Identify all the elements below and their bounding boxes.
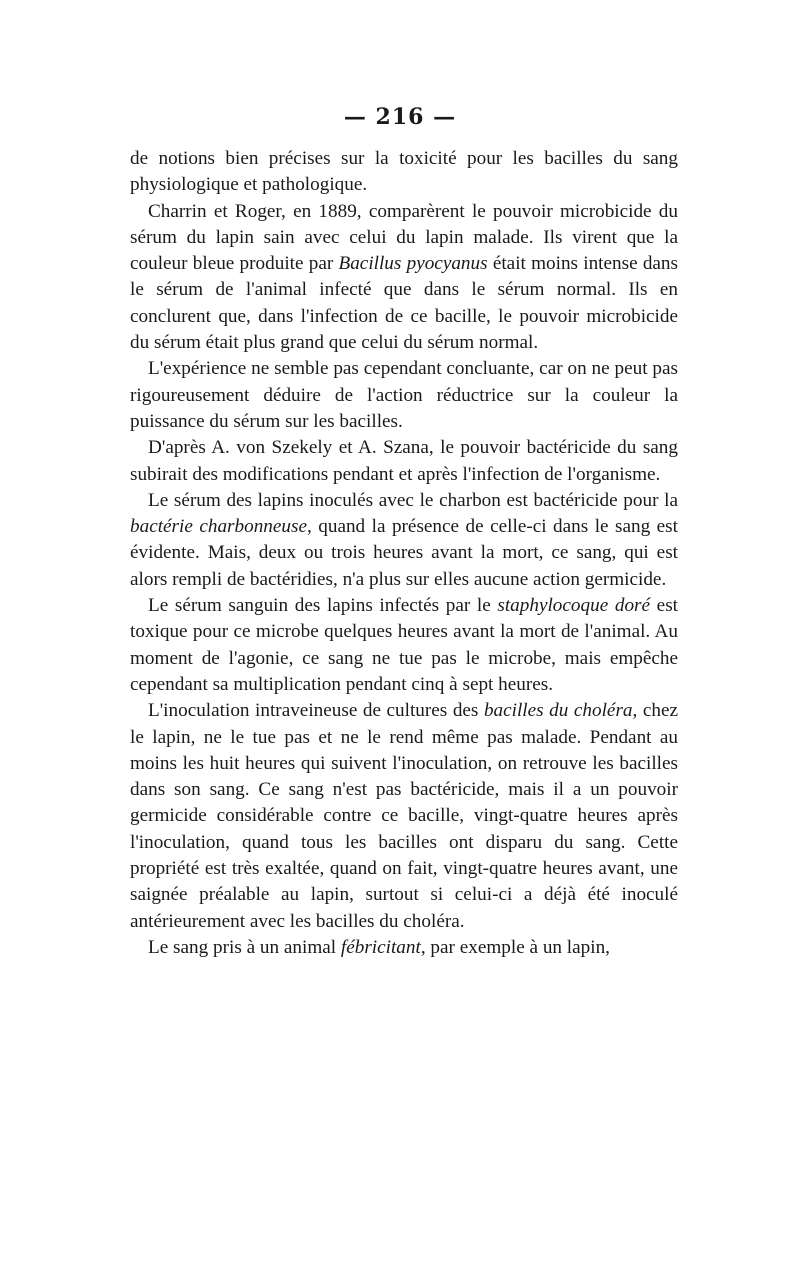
paragraph: [130, 698, 678, 935]
text-run: Charrin et Roger, en 1889, comparèrent le pouvoir microbicide du sérum du lapin sain avec celui du lapin malade. Ils virent que la couleur bleue produite par: [130, 200, 678, 275]
italic-term: staphylocoque doré: [497, 595, 651, 617]
page-number: — 216 —: [343, 104, 457, 130]
paragraph: [130, 199, 678, 357]
italic-term: bactérie charbonneuse: [130, 516, 307, 538]
text-run: Le sérum des lapins inoculés avec le charbon est bactéricide pour la: [148, 489, 678, 511]
text-run: L'inoculation intraveineuse de cultures des: [148, 700, 484, 722]
text-run: était moins intense dans le sérum de l'animal infecté que dans le sérum normal. Ils en conclurent que, dans l'infection de ce bacille, le pouvoir microbicide du sérum était plus grand que celui du sérum normal.: [130, 253, 678, 354]
text-run: , chez le lapin, ne le tue pas et ne le rend même pas malade. Pendant au moins les huit heures qui suivent l'inoculation, on retrouve les bacilles dans son sang. Ce sang n'est pas bactéricide, mais il a un pouvoir germicide considérable contre ce bacille, vingt-quatre heures après l'inoculation, quand tous les bacilles ont disparu du sang. Cette propriété est très exaltée, quand on fait, vingt-quatre heures avant, une saignée préalable au lapin, surtout si celui-ci a déjà été inoculé antérieurement avec les bacilles du choléra.: [130, 700, 678, 932]
paragraph: [130, 935, 678, 961]
text-run: Le sang pris à un animal: [148, 936, 341, 958]
text-run: , par exemple à un lapin,: [420, 936, 610, 958]
text-run: D'après A. von Szekely et A. Szana, le pouvoir bactéricide du sang subirait des modifications pendant et après l'infection de l'organisme.: [130, 437, 678, 485]
text-run: , quand la présence de celle-ci dans le sang est évidente. Mais, deux ou trois heures avant la mort, ce sang, qui est alors rempli de bactéridies, n'a plus sur elles aucune action germicide.: [130, 516, 678, 590]
italic-term: bacilles du choléra: [483, 700, 633, 722]
paragraph: [130, 435, 678, 488]
paragraph: [130, 146, 678, 199]
italic-term: Bacillus pyocyanus: [338, 253, 488, 275]
italic-term: fébricitant: [340, 936, 421, 958]
paragraph: [130, 488, 678, 593]
text-run: est toxique pour ce microbe quelques heures avant la mort de l'animal. Au moment de l'agonie, ce sang ne tue pas le microbe, mais empêche cependant sa multiplication pendant cinq à sept heures.: [130, 595, 678, 695]
text-run: L'expérience ne semble pas cependant concluante, car on ne peut pas rigoureusement déduire de l'action réductrice sur la couleur la puissance du sérum sur les bacilles.: [130, 358, 678, 432]
text-run: Le sérum sanguin des lapins infectés par le: [148, 595, 498, 617]
text-run: de notions bien précises sur la toxicité pour les bacilles du sang physiologique et pathologique.: [130, 148, 678, 196]
paragraph: [130, 593, 678, 698]
paragraph: [130, 356, 678, 435]
body-text: [130, 146, 678, 961]
